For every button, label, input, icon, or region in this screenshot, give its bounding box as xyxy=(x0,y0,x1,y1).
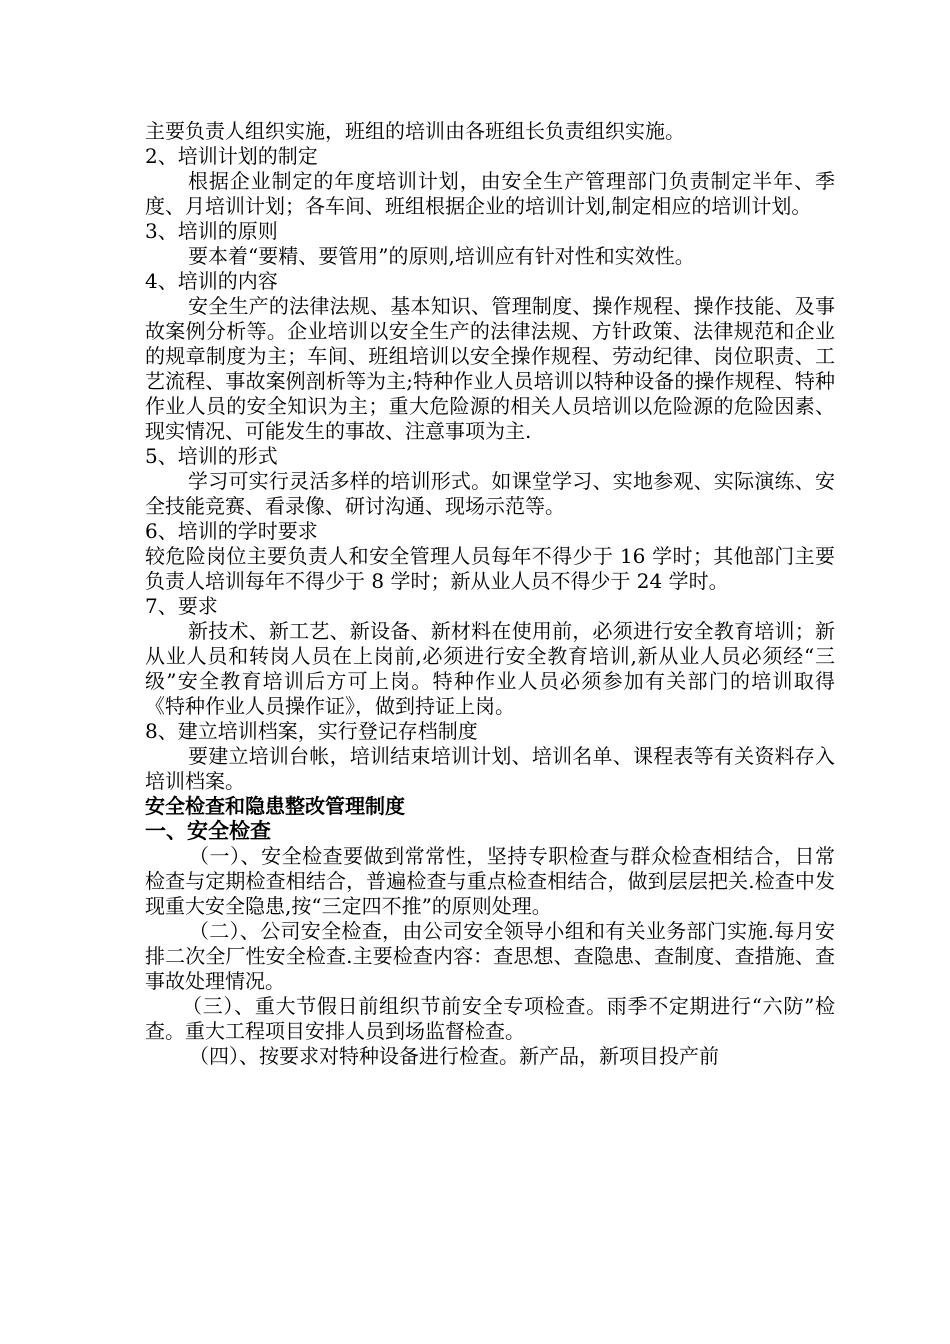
heading-training-hours: 6、培训的学时要求 xyxy=(145,519,318,543)
document-body xyxy=(145,119,835,1069)
heading-requirements: 7、要求 xyxy=(145,594,218,618)
section-title: 安全检查和隐患整改管理制度 xyxy=(145,794,405,818)
paragraph-training-principle: 要本着“要精、要管用”的原则,培训应有针对性和实效性。 xyxy=(188,244,695,268)
paragraph-inspection-1: （一）、安全检查要做到常常性，坚持专职检查与群众检查相结合，日常检查与定期检查相结合，普遍检查与重点检查相结合，做到层层把关.检查中发现重大安全隐患,按“三定四不推”的原则处理。 xyxy=(145,844,835,918)
paragraph-inspection-3: （三）、重大节假日前组织节前安全专项检查。雨季不定期进行“六防”检查。重大工程项目安排人员到场监督检查。 xyxy=(145,994,835,1043)
paragraph-training-form: 学习可实行灵活多样的培训形式。如课堂学习、实地参观、实际演练、安全技能竞赛、看录像、研讨沟通、现场示范等。 xyxy=(145,469,835,518)
heading-training-principle: 3、培训的原则 xyxy=(145,219,278,243)
paragraph-inspection-4: （四）、按要求对特种设备进行检查。新产品，新项目投产前 xyxy=(189,1044,719,1068)
paragraph-training-content: 安全生产的法律法规、基本知识、管理制度、操作规程、操作技能、及事故案例分析等。企业培训以安全生产的法律法规、方针政策、法律规范和企业的规章制度为主；车间、班组培训以安全操作规程、劳动纪律、岗位职责、工艺流程、事故案例剖析等为主;特种作业人员培训以特种设备的操作规程、特种作业人员的安全知识为主；重大危险源的相关人员培训以危险源的危险因素、现实情况、可能发生的事故、注意事项为主. xyxy=(145,294,835,443)
paragraph-inspection-2: （二）、公司安全检查，由公司安全领导小组和有关业务部门实施.每月安排二次全厂性安全检查.主要检查内容：查思想、查隐患、查制度、查措施、查事故处理情况。 xyxy=(145,919,835,993)
paragraph-training-archive: 要建立培训台帐，培训结束培训计划、培训名单、课程表等有关资料存入培训档案。 xyxy=(145,744,835,793)
paragraph-continuation: 主要负责人组织实施，班组的培训由各班组长负责组织实施。 xyxy=(145,119,685,143)
heading-safety-inspection: 一、安全检查 xyxy=(145,819,271,843)
heading-training-plan: 2、培训计划的制定 xyxy=(145,144,318,168)
paragraph-training-hours: 较危险岗位主要负责人和安全管理人员每年不得少于 16 学时；其他部门主要负责人培训每年不得少于 8 学时；新从业人员不得少于 24 学时。 xyxy=(145,544,835,593)
heading-training-archive: 8、建立培训档案，实行登记存档制度 xyxy=(145,719,478,743)
heading-training-content: 4、培训的内容 xyxy=(145,269,278,293)
paragraph-training-plan: 根据企业制定的年度培训计划，由安全生产管理部门负责制定半年、季度、月培训计划；各车间、班组根据企业的培训计划,制定相应的培训计划。 xyxy=(145,169,835,218)
paragraph-requirements: 新技术、新工艺、新设备、新材料在使用前，必须进行安全教育培训；新从业人员和转岗人员在上岗前,必须进行安全教育培训,新从业人员必须经“三级”安全教育培训后方可上岗。特种作业人员必须参加有关部门的培训取得《特种作业人员操作证》，做到持证上岗。 xyxy=(145,619,835,718)
heading-training-form: 5、培训的形式 xyxy=(145,444,278,468)
